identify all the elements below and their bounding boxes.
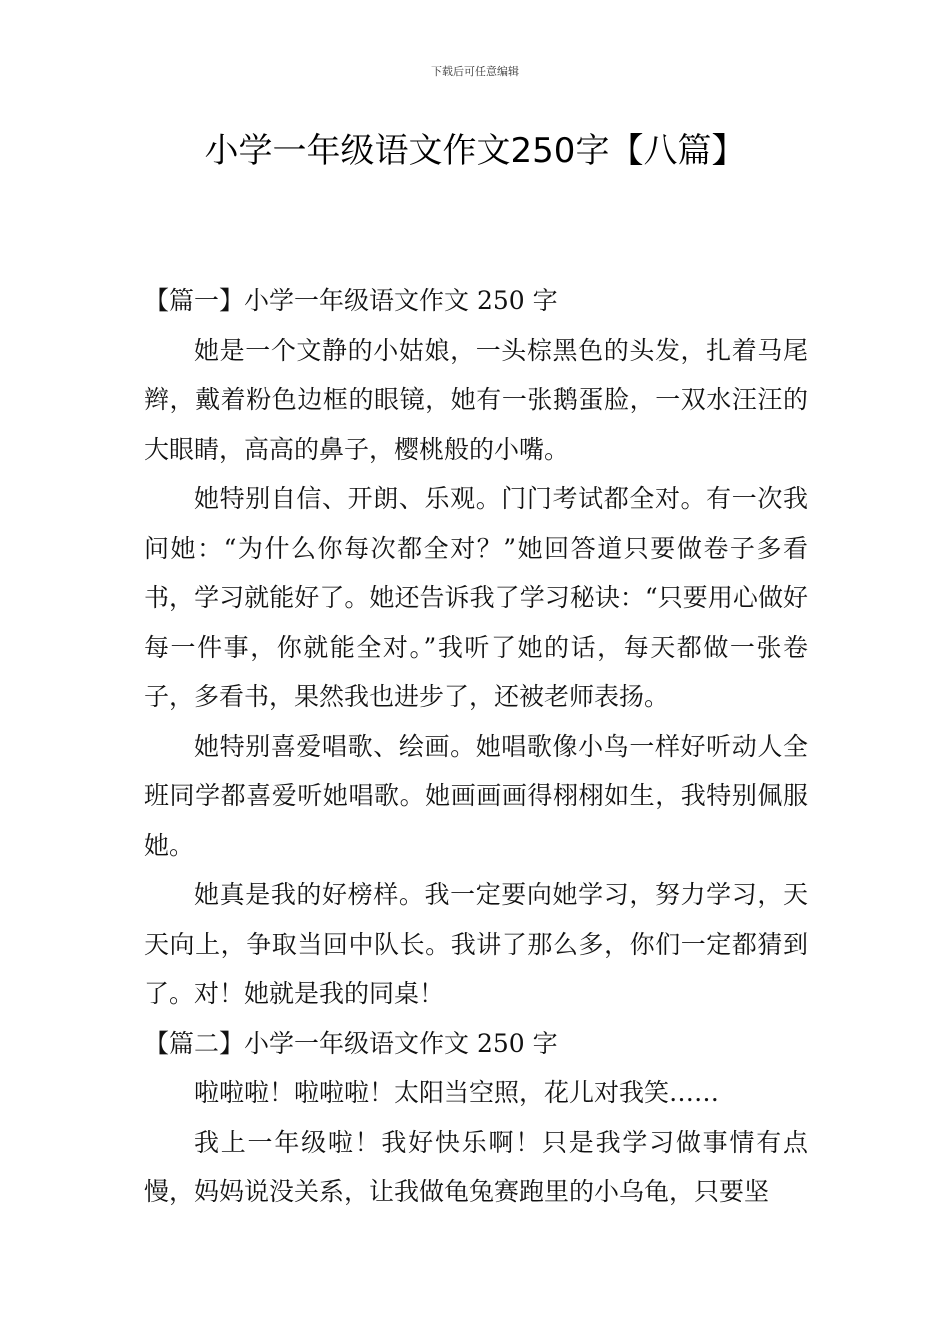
paragraph: 啦啦啦！啦啦啦！太阳当空照，花儿对我笑…… <box>194 1078 720 1107</box>
paragraph: 我上一年级啦！我好快乐啊！只是我学习做事情有点慢，妈妈说没关系，让我做龟兔赛跑里的小乌龟，只要坚 <box>144 1127 808 1206</box>
section-heading: 【篇二】小学一年级语文作文 250 字 <box>144 1028 558 1058</box>
paragraph: 她是一个文静的小姑娘，一头棕黑色的头发，扎着马尾辫，戴着粉色边框的眼镜，她有一张鹅蛋脸，一双水汪汪的大眼睛，高高的鼻子，樱桃般的小嘴。 <box>144 335 808 464</box>
paragraph: 她特别喜爱唱歌、绘画。她唱歌像小鸟一样好听动人全班同学都喜爱听她唱歌。她画画画得栩栩如生，我特别佩服她。 <box>144 731 808 860</box>
document-body <box>144 276 808 1217</box>
paragraph: 她真是我的好榜样。我一定要向她学习，努力学习，天天向上，争取当回中队长。我讲了那么多，你们一定都猜到了。对！她就是我的同桌！ <box>144 880 808 1008</box>
section-2 <box>144 1019 808 1217</box>
paragraph: 她特别自信、开朗、乐观。门门考试都全对。有一次我问她：“为什么你每次都全对？”她回答道只要做卷子多看书，学习就能好了。她还告诉我了学习秘诀：“只要用心做好每一件事，你就能全对。”我听了她的话，每天都做一张卷子，多看书，果然我也进步了，还被老师表扬。 <box>144 484 808 711</box>
document-title: 小学一年级语文作文250字【八篇】 <box>204 131 746 171</box>
section-heading: 【篇一】小学一年级语文作文 250 字 <box>144 286 558 315</box>
section-1 <box>144 276 808 1019</box>
header-note: 下载后可任意编辑 <box>431 65 519 78</box>
